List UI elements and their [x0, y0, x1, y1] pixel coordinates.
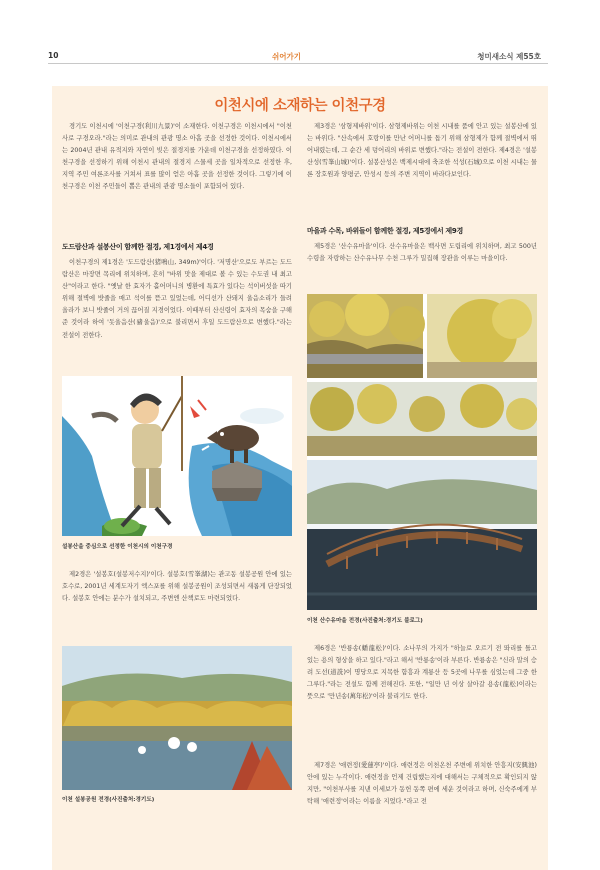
caption-sansuyu: 이천 산수유마을 전경(사진출처:경기도 블로그): [307, 618, 423, 624]
illustration-image: [62, 376, 292, 536]
article-title: 이천시에 소재하는 이천구경: [214, 98, 386, 114]
intro-text: 경기도 이천시에 '이천구경(利川九景)'이 소재한다. 이천구경은 이천시에서 "이천사로 구경오라."라는 의미로 관내의 관광 명소 아홉 곳을 선정한 것이다. 이천시에서는 2004년 관내 유적지와 자연이 빚은 절경지를 가운데 이천구경을 선정하였다. 이천구경을 선정하기 위해 이천시 관내의 절경지 스물세 곳을 일차적으로 선정한 후, 지역 주민 여론조사를 거쳐서 표를 많이 얻은 아홉 곳을 선정한 것이다. 그렇기에 이천구경은 이천 주민들이 뽑은 관내의 관광 명소들이 포함되어 있다.: [62, 123, 292, 191]
page-number: 10: [48, 51, 59, 60]
section1-paragraph: [62, 257, 292, 342]
sansuyu-photo-collage: [307, 294, 537, 610]
section6-paragraph: [307, 643, 537, 703]
section3-text: 제3경은 '삼형제바위'이다. 삼형제바위는 이천 시내를 품에 안고 있는 설봉산에 있는 바위다. "산속에서 호랑이를 만난 어머니를 돕기 위해 삼형제가 함께 절벽에서 뛰어내렸는데, 그 순간 세 덩어리의 바위로 변했다."라는 전설이 전한다. 제4경은 '설봉산성(雪峯山城)'이다. 설봉산성은 백제시대에 축조한 석성(石城)으로 이천 시내는 물론 장호원과 양평군, 안성시 등의 주변 지역이 바라다보인다.: [307, 123, 537, 179]
section1-heading: 도드람산과 설봉산이 함께한 절경, 제1경에서 제4경: [62, 243, 214, 251]
section7-text: 제7경은 '애련정(愛蓮亭)'이다. 애련정은 이천온천 주변에 위치한 안흥지(安興池) 안에 있는 누각이다. 애련정을 언제 건립했는지에 대해서는 구체적으로 확인되지 않지만, "이천부사를 지낸 이세보가 동헌 동쪽 편에 세운 것이라고 하며, 신숙주에게 부탁해 '애련정'이라는 이름을 지었다."라고 전: [307, 762, 537, 806]
section5-heading: 마을과 수목, 바위들이 함께한 절경, 제5경에서 제9경: [307, 227, 463, 235]
section-label: 쉬어가기: [272, 52, 301, 61]
section1-text: 이천구경의 제1경은 '도드람산(猪鳴山, 349m)'이다. '저명산'으로도 부르는 도드람산은 마장면 목리에 위치하며, 흔히 "바위 맛을 제대로 볼 수 있는 수도권 내 최고 산"이라고 한다. "옛날 한 효자가 홀어머니의 병환에 특효가 있다는 석이버섯을 따기 위해 절벽에 밧줄을 매고 석이를 뜯고 있었는데, 어디선가 산돼지 울음소리가 들려 올라가 보니 밧줄이 거의 끊어질 지경이었다. 이때부터 산신령이 효자의 목숨을 구해준 것이라 하여 '돗울음산(豬울음)'으로 불리면서 후일 도드람산으로 변했다."라는 전설이 전한다.: [62, 259, 292, 339]
caption-park: 이천 설봉공원 전경(사진출처:경기도): [62, 797, 155, 803]
header-divider: [48, 63, 548, 64]
section5-paragraph: [307, 241, 537, 265]
caption-illustration: 설봉산을 중심으로 선정한 이천시의 이천구경: [62, 544, 173, 550]
park-photo: [62, 646, 292, 790]
magazine-label: 청미새소식 제55호: [477, 52, 541, 61]
section3-paragraph: [307, 121, 537, 181]
section2-text: 제2경은 '설봉호(설봉저수지)'이다. 설봉호(雪峯湖)는 관고동 설봉공원 안에 있는 호수로, 2001년 세계도자기 엑스포를 위해 설봉공원이 조성되면서 새롭게 단장되었다. 설봉호 안에는 분수가 설치되고, 주변엔 산책로도 마련되었다.: [62, 571, 292, 603]
section2-paragraph: [62, 569, 292, 605]
intro-paragraph: [62, 121, 292, 194]
section7-paragraph: [307, 760, 537, 808]
section5-text: 제5경은 '산수유마을'이다. 산수유마을은 백사면 도립리에 위치하며, 최고 500년 수령을 자랑하는 산수유나무 수천 그루가 밀집해 장관을 이루는 마을이다.: [307, 243, 537, 263]
section6-text: 제6경은 '반룡송(蟠龍松)'이다. 소나무의 가지가 "하늘로 오르기 전 똬리를 틀고 있는 용의 형상을 하고 있다."라고 해서 '반룡송'이라 부른다. 반룡송은 "신라 말의 승려 도선(道詵)이 명당으로 지목한 함흥과 계룡산 등 5곳에 나무를 심었는데 그중 한 그루다."라는 전설도 함께 전해진다. 또한, "일만 년 이상 살아갈 용송(龍松)이라는 뜻으로 '만년송(萬年松)'이라 불리기도 한다.: [307, 645, 537, 701]
